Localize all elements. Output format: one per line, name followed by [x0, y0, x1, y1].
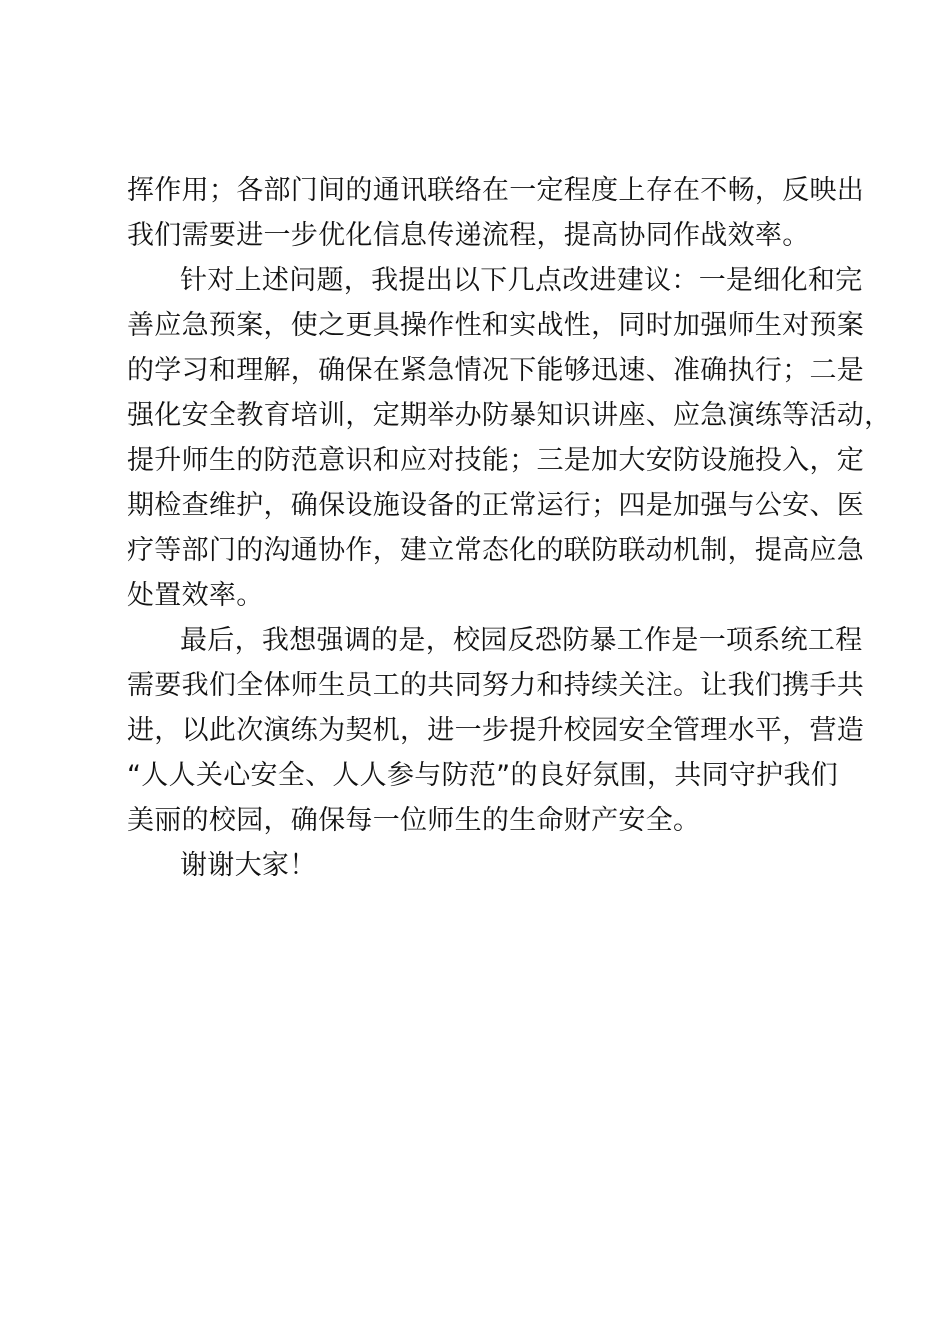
text-line: 我们需要进一步优化信息传递流程，提高协同作战效率。	[127, 220, 810, 251]
text-line: 疗等部门的沟通协作，建立常态化的联防联动机制，提高应急	[127, 535, 865, 566]
text-line: 提升师生的防范意识和应对技能；三是加大安防设施投入，定	[127, 445, 865, 476]
text-line: 进，以此次演练为契机，进一步提升校园安全管理水平，营造	[127, 715, 865, 746]
text-line: 强化安全教育培训，定期举办防暴知识讲座、应急演练等活动，	[127, 400, 892, 431]
text-line: 挥作用；各部门间的通讯联络在一定程度上存在不畅，反映出	[127, 175, 865, 206]
closing-line: 谢谢大家！	[180, 850, 317, 881]
text-line: 的学习和理解，确保在紧急情况下能够迅速、准确执行；二是	[127, 355, 865, 386]
paragraph-start-line: 最后，我想强调的是，校园反恐防暴工作是一项系统工程	[180, 625, 863, 656]
text-line: 美丽的校园，确保每一位师生的生命财产安全。	[127, 805, 701, 836]
text-line: 需要我们全体师生员工的共同努力和持续关注。让我们携手共	[127, 670, 865, 701]
paragraph-start-line: 针对上述问题，我提出以下几点改进建议：一是细化和完	[180, 265, 863, 296]
text-line: 善应急预案，使之更具操作性和实战性，同时加强师生对预案	[127, 310, 865, 341]
text-line: 期检查维护，确保设施设备的正常运行；四是加强与公安、医	[127, 490, 865, 521]
text-line: “人人关心安全、人人参与防范”的良好氛围，共同守护我们	[127, 760, 839, 791]
document-body	[127, 168, 892, 888]
text-line: 处置效率。	[127, 580, 264, 611]
